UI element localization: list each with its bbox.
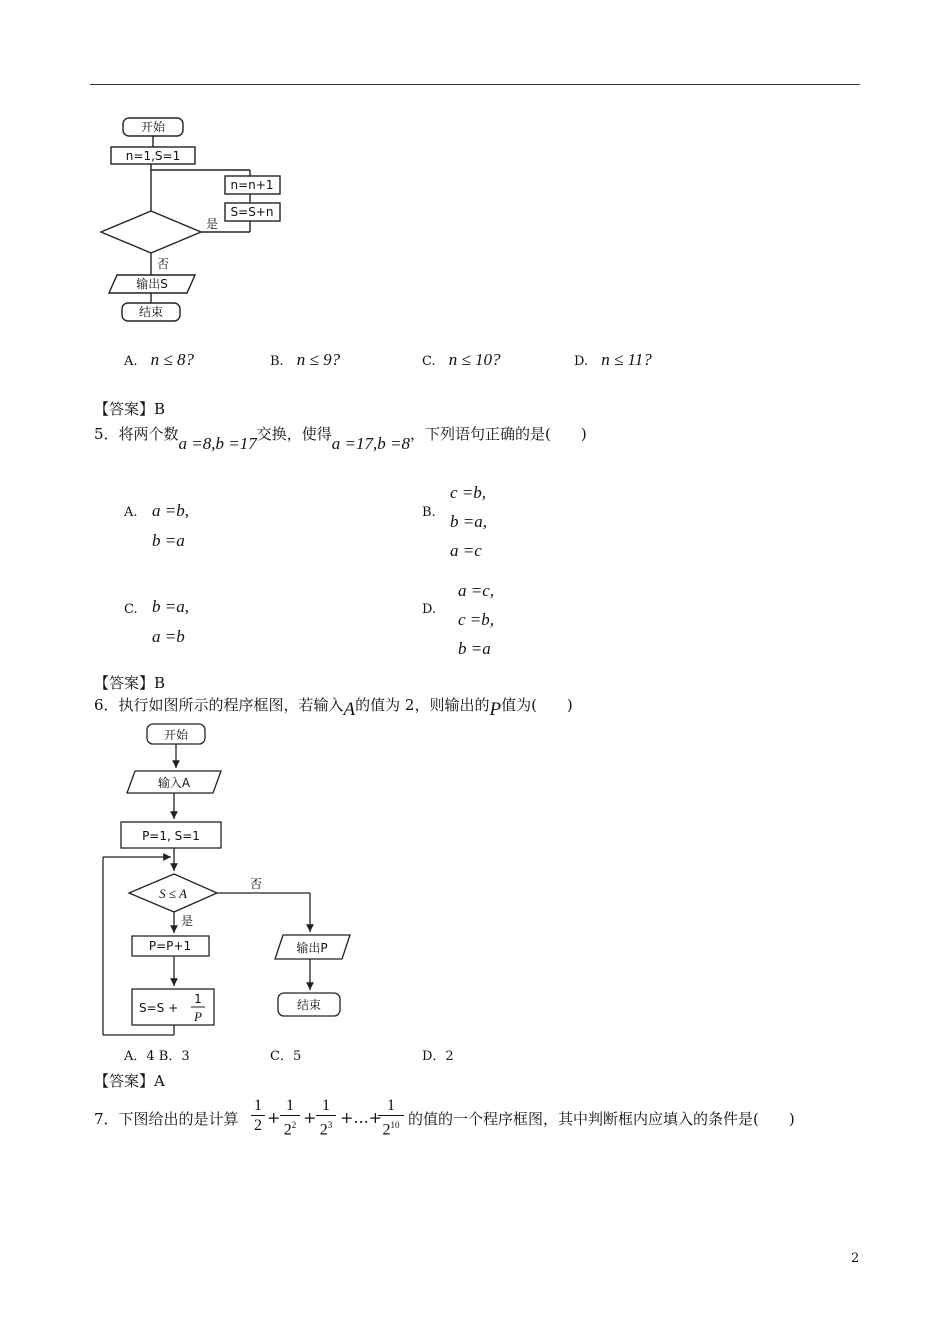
q5-d-lines: [458, 576, 494, 663]
q5-d-label: D.: [422, 602, 437, 617]
flow2-output-label: 输出P: [296, 941, 328, 955]
q5-c-label: C.: [124, 602, 138, 617]
flow2-yes-label: 是: [181, 914, 194, 928]
q5-b-line-3: a =c: [450, 541, 482, 560]
q4-option-c-label: C.: [422, 354, 436, 369]
q7-frac-3-exp: 3: [327, 1120, 333, 1130]
q4-answer: 【答案】B: [94, 400, 166, 418]
q7-frac-2: [280, 1097, 300, 1138]
header-rule: [90, 84, 860, 85]
q4-option-a-value: n ≤ 8?: [150, 350, 194, 369]
q7-frac-3: [316, 1097, 336, 1138]
q5-mid: 交换，使得: [256, 425, 332, 443]
flow1-yes-label: 是: [206, 217, 219, 231]
q7-frac-1: [251, 1097, 265, 1134]
flow2-cond-label: S ≤ A: [159, 886, 187, 901]
q6-answer: 【答案】A: [94, 1072, 165, 1090]
flow2-init-label: P=1, S=1: [142, 829, 200, 843]
flow2-input-label: 输入A: [157, 776, 191, 790]
q4-option-d-value: n ≤ 11?: [601, 350, 652, 369]
q5-c-line-1: b =a,: [152, 597, 189, 616]
q7-frac-4-num: 1: [387, 1097, 395, 1114]
q6-suffix: 值为( ): [501, 696, 573, 714]
q7-frac-2-base: 2: [283, 1121, 292, 1139]
q5-a-line-2: b =a: [152, 531, 185, 550]
flow2-step-s-label: S=S +: [139, 1001, 179, 1015]
q7-frac-3-num: 1: [322, 1097, 330, 1114]
q4-option-b-label: B.: [270, 354, 284, 369]
q4-option-d-label: D.: [574, 354, 589, 369]
flowchart-2: [95, 716, 375, 1046]
flow1-step-s-label: S=S+n: [230, 205, 274, 219]
q5-c-line-2: a =b: [152, 627, 185, 646]
q7-dots: +...+: [340, 1108, 383, 1127]
q6-prefix: 6．执行如图所示的程序框图，若输入: [94, 696, 344, 714]
flow2-frac-num: 1: [194, 992, 202, 1006]
q5-b-line-1: c =b,: [450, 483, 487, 502]
flow2-no-label: 否: [250, 877, 263, 891]
q7-frac-3-base: 2: [319, 1121, 328, 1139]
q7-frac-4-base: 2: [382, 1121, 391, 1139]
q7-frac-1-den: 2: [254, 1117, 262, 1134]
flow2-frac-den: P: [194, 1009, 202, 1024]
q5-prefix: 5．将两个数: [94, 425, 179, 443]
q5-b-label: B.: [422, 505, 436, 520]
q5-a-label: A.: [124, 505, 138, 520]
q6-option-c: C．5: [270, 1049, 302, 1064]
q4-option-c-value: n ≤ 10?: [448, 350, 501, 369]
q6-var-p: P: [489, 699, 502, 720]
q5-b-line-2: b =a,: [450, 512, 487, 531]
flow1-step-n-label: n=n+1: [230, 178, 274, 192]
flow1-decision: [101, 211, 201, 253]
q7-frac-1-num: 1: [254, 1097, 262, 1114]
q5-expr2: a =17,b =8: [331, 434, 410, 453]
q5-answer: 【答案】B: [94, 674, 166, 692]
page-number: 2: [851, 1251, 860, 1266]
q7-plus-1: +: [267, 1108, 281, 1127]
flow2-step-p-label: P=P+1: [148, 939, 192, 953]
q5-a-lines: [152, 496, 189, 556]
q5-d-line-3: b =a: [458, 639, 491, 658]
q6-option-d: D．2: [422, 1049, 454, 1064]
q7-frac-2-exp: 2: [291, 1120, 297, 1130]
flow1-no-label: 否: [157, 257, 170, 271]
flow1-init-label: n=1,S=1: [125, 149, 181, 163]
flow1-end-label: 结束: [138, 305, 164, 319]
flow2-start-label: 开始: [163, 728, 189, 742]
q5-d-line-2: c =b,: [458, 610, 495, 629]
q4-option-a-label: A.: [124, 354, 138, 369]
q4-option-c: [422, 350, 501, 371]
flowchart-1: [95, 110, 315, 330]
q4-option-a: [124, 350, 194, 371]
q5-question: [94, 424, 587, 453]
q6-var-a: A: [343, 699, 356, 720]
q5-b-lines: [450, 478, 487, 565]
flow1-start-label: 开始: [140, 120, 166, 134]
flow2-end-label: 结束: [296, 998, 322, 1012]
q5-a-line-1: a =b,: [152, 501, 189, 520]
q7-prefix: 7．下图给出的是计算: [94, 1110, 239, 1128]
q7-frac-4: [378, 1097, 404, 1138]
flow1-output-label: 输出S: [136, 277, 168, 291]
q4-option-b-value: n ≤ 9?: [296, 350, 341, 369]
q5-suffix: ，下列语句正确的是( ): [409, 425, 587, 443]
q6-options-ab: A．4 B．3: [124, 1049, 190, 1064]
q5-expr1: a =8,b =17: [178, 434, 257, 453]
q7-frac-2-num: 1: [286, 1097, 294, 1114]
q6-mid: 的值为 2，则输出的: [355, 696, 490, 714]
q5-c-lines: [152, 592, 189, 652]
q7-frac-4-exp: 10: [390, 1120, 400, 1130]
q4-option-b: [270, 350, 340, 371]
q4-option-d: [574, 350, 652, 371]
q5-d-line-1: a =c,: [458, 581, 495, 600]
q7-plus-2: +: [303, 1108, 317, 1127]
q6-question: [94, 694, 573, 720]
q7-suffix: 的值的一个程序框图，其中判断框内应填入的条件是( ): [408, 1110, 795, 1128]
